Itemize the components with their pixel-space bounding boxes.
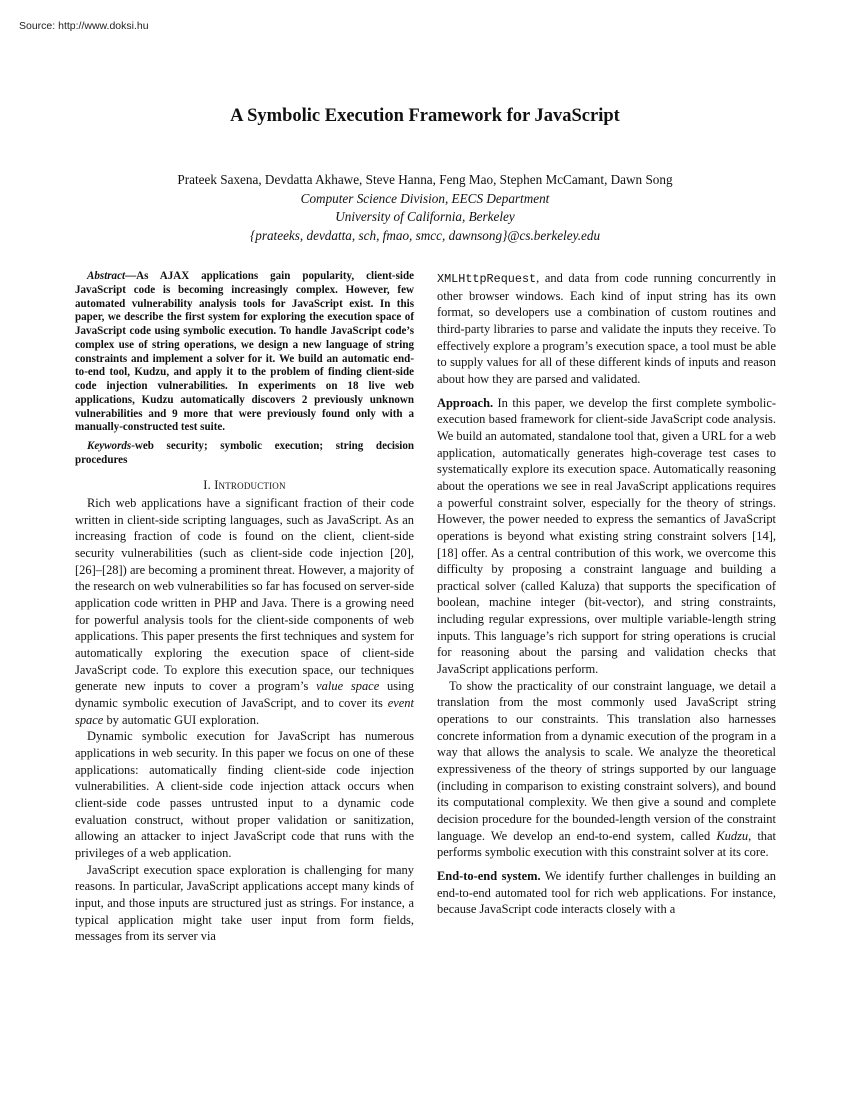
approach-paragraph	[437, 395, 776, 678]
body-text: , that performs symbolic execution with this constraint solver at its core.	[437, 828, 777, 860]
emphasis-kudzu: Kudzu	[716, 828, 749, 843]
body-text: , and data from code running concurrently in other browser windows. Each kind of input string has its own format, so developers use a combination of custom routines and third-party libraries to parse and validate the inputs they receive. To effectively explore a program’s execution space, a tool must be able to supply values for all of these different kinds of inputs and reason about how they are parsed and validated.	[437, 271, 776, 386]
section-heading-introduction	[75, 477, 414, 494]
source-note: Source: http://www.doksi.hu	[19, 20, 149, 32]
intro-paragraph-3: JavaScript execution space exploration is challenging for many reasons. In particular, JavaScript applications accept many kinds of input, and those inputs are structured just as strings. For instance, a typical application might take user input from form fields, messages from its server via	[75, 862, 414, 944]
abstract	[75, 270, 414, 435]
section-number: I.	[203, 477, 215, 492]
right-paragraph-1	[437, 270, 776, 388]
author-block	[0, 171, 850, 245]
abstract-text: As AJAX applications gain popularity, client-side JavaScript code is becoming increasingly complex. However, few automated vulnerability analysis tools for JavaScript exist. In this paper, we describe the first system for exploring the execution space of JavaScript code using symbolic execution. To handle JavaScript code’s complex use of string operations, we design a new language of string constraints and implement a solver for it. We build an automatic end-to-end tool, Kudzu, and apply it to the problem of finding client-side code injection vulnerabilities. In experiments on 18 live web applications, Kudzu automatically discovers 2 previously unknown vulnerabilities and 9 more that were previously found only with a manually-constructed test suite.	[75, 270, 414, 434]
body-text: In this paper, we develop the first complete symbolic-execution based framework for client-side JavaScript code analysis. We build an automated, standalone tool that, given a URL for a web application, automatically generates high-coverage test cases to systematically explore its execution space. Automatically reasoning about the operations we see in real JavaScript applications requires a powerful constraint solver, especially for the theory of strings. However, the power needed to express the semantics of JavaScript operations is beyond what existing string constraint solvers [14], [18] offer. As a central contribution of this work, we overcome this difficulty by proposing a constraint language and building a practical solver (called Kaluza) that supports the specification of boolean, machine integer (bit-vector), and string constraints, including regular expressions, over multiple variable-length string inputs. This language’s rich support for string operations is crucial for reasoning about the parsing and validation checks that JavaScript applications perform.	[437, 395, 776, 677]
intro-emphasis-event-space: event space	[75, 696, 414, 727]
paper-title: A Symbolic Execution Framework for JavaScript	[230, 106, 620, 126]
left-column	[75, 270, 414, 945]
practicality-paragraph	[437, 678, 776, 861]
keywords-label: Keywords	[87, 440, 132, 452]
keywords	[75, 440, 414, 468]
intro-text: using dynamic symbolic execution of JavaScript, and to cover its	[75, 679, 414, 711]
author-emails: {prateeks, devdatta, sch, fmao, smcc, dawnsong}@cs.berkeley.edu	[249, 227, 601, 243]
approach-heading: Approach.	[437, 395, 494, 410]
end-to-end-paragraph	[437, 868, 776, 918]
intro-paragraph-1	[75, 495, 414, 728]
intro-text: Rich web applications have a significant fraction of their code written in client-side scripting languages, such as JavaScript. As an increasing fraction of code is found on the client, client-side security vulnerabilities (such as client-side code injection [20], [26]–[28]) are becoming a prominent threat. However, a majority of the research on web vulnerabilities so far has focused on server-side application code written in PHP and Java. There is a growing need for powerful analysis tools for the client-side components of web applications. This paper presents the first techniques and system for automatically exploring the execution space of client-side JavaScript code. To explore this execution space, our techniques generate new inputs to cover a program’s	[75, 496, 414, 694]
intro-emphasis-value-space: value space	[316, 679, 380, 694]
body-text: To show the practicality of our constraint language, we detail a translation from the most commonly used JavaScript string operations to our constraints. This translation also harnesses concrete information from a dynamic execution of the program in a way that allows the analysis to scale. We analyze the theoretical expressiveness of the theory of strings supported by our language (including in comparison to existing constraint solvers), and bound its computational complexity. We then give a sound and complete decision procedure for the bounded-length version of the constraint language. We develop an end-to-end system, called	[437, 678, 776, 843]
body-text: We identify further challenges in building an end-to-end automated tool for rich web applications. For instance, because JavaScript code interacts closely with a	[437, 868, 776, 917]
abstract-dash: —	[125, 270, 137, 282]
keywords-text: -web security; symbolic execution; string decision procedures	[75, 440, 414, 466]
abstract-label: Abstract	[87, 270, 126, 282]
intro-text: by automatic GUI exploration.	[103, 712, 260, 727]
intro-paragraph-2: Dynamic symbolic execution for JavaScript has numerous applications in web security. In this paper we focus on one of these applications: automatically finding client-side code injection vulnerabilities. A client-side code injection attack occurs when client-side code passes untrusted input to a dynamic code evaluation construct, without proper validation or sanitization, allowing an attacker to inject JavaScript code that runs with the privileges of a web application.	[75, 729, 414, 860]
code-xmlhttprequest: XMLHttpRequest	[437, 272, 537, 286]
right-column	[437, 270, 776, 918]
author-names: Prateek Saxena, Devdatta Akhawe, Steve Hanna, Feng Mao, Stephen McCamant, Dawn Song	[177, 172, 673, 187]
end-to-end-heading: End-to-end system.	[437, 868, 541, 883]
author-department: Computer Science Division, EECS Department	[300, 190, 550, 206]
author-university: University of California, Berkeley	[335, 209, 515, 224]
section-title: Introduction	[214, 477, 286, 492]
